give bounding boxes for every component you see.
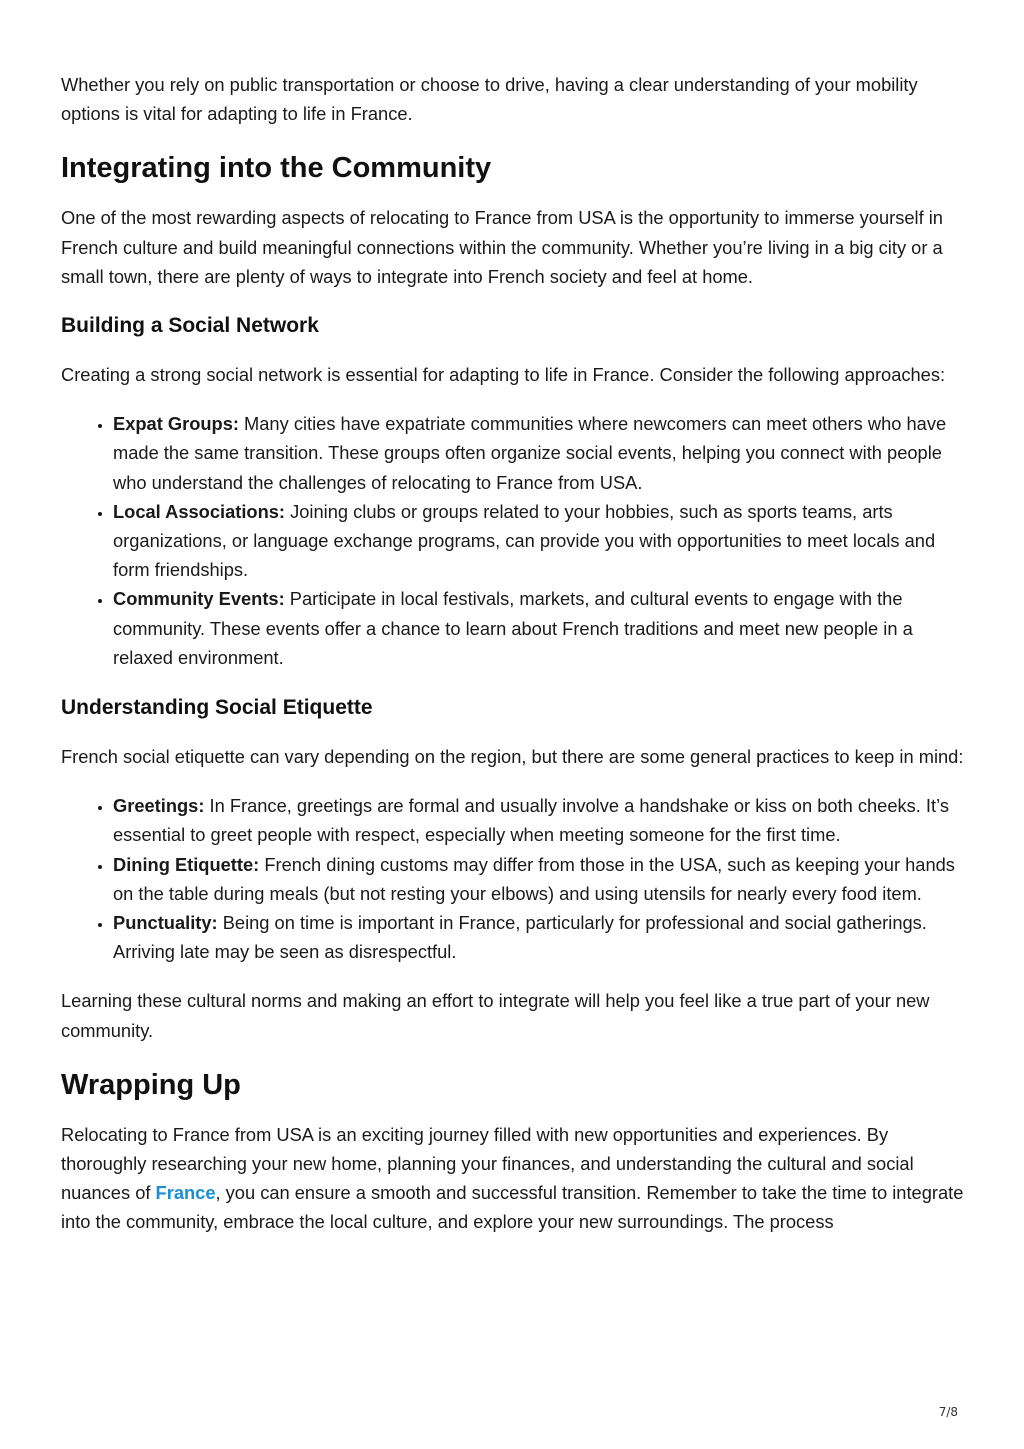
heading-building-social-network: Building a Social Network [61, 314, 319, 338]
list-item-term: Dining Etiquette: [113, 853, 260, 875]
list-item-term: Expat Groups: [113, 413, 239, 435]
list-item [113, 497, 966, 585]
wrap-text-after-link: , you can ensure a smooth and successful transition. Remember to take the time to integrate into the community, embrace the local culture, and explore your new surroundings. The process [61, 1182, 964, 1233]
list-item-text: In France, greetings are formal and usually involve a handshake or kiss on both cheeks. It’s essential to greet people with respect, especially when meeting someone for the first time. [113, 795, 949, 846]
list-item-text: Joining clubs or groups related to your hobbies, such as sports teams, arts organizations, or language exchange programs, can provide you with opportunities to meet locals and form friendships. [113, 500, 936, 581]
etiquette-closing-paragraph: Learning these cultural norms and making an effort to integrate will help you feel like a true part of your new community. [61, 990, 930, 1041]
intro-paragraph: Whether you rely on public transportation or choose to drive, having a clear understanding of your mobility options is vital for adapting to life in France. [61, 74, 918, 125]
community-paragraph: One of the most rewarding aspects of relocating to France from USA is the opportunity to immerse yourself in French culture and build meaningful connections within the community. Whether you’re living in a big city or a small town, there are plenty of ways to integrate into French society and feel at home. [61, 207, 943, 287]
list-item-term: Punctuality: [113, 912, 218, 934]
heading-social-etiquette: Understanding Social Etiquette [61, 696, 373, 720]
heading-wrapping-up: Wrapping Up [61, 1068, 241, 1101]
list-item [113, 584, 966, 672]
wrap-text-before-link: Relocating to France from USA is an exciting journey filled with new opportunities and experiences. By thoroughly researching your new home, planning your finances, and understanding the cultural and social nuances of [61, 1123, 914, 1204]
list-item-text: Being on time is important in France, particularly for professional and social gatherings. Arriving late may be seen as disrespectful. [113, 912, 927, 963]
list-item [113, 908, 966, 966]
page-number: 7/8 [938, 1405, 958, 1419]
social-network-list [61, 409, 966, 672]
list-item-text: French dining customs may differ from those in the USA, such as keeping your hands on the table during meals (but not resting your elbows) and using utensils for nearly every food item. [113, 853, 955, 904]
list-item-text: Many cities have expatriate communities where newcomers can meet others who have made the same transition. These groups often organize social events, helping you connect with people who understand the challenges of relocating to France from USA. [113, 413, 947, 493]
list-item [113, 409, 966, 497]
etiquette-list [61, 791, 966, 966]
etiquette-paragraph: French social etiquette can vary depending on the region, but there are some general practices to keep in mind: [61, 746, 964, 768]
list-item-text: Participate in local festivals, markets, and cultural events to engage with the community. These events offer a chance to learn about French traditions and meet new people in a relaxed environment. [113, 588, 913, 668]
social-network-paragraph: Creating a strong social network is essential for adapting to life in France. Consider the following approaches: [61, 364, 946, 386]
heading-integrating-community: Integrating into the Community [61, 152, 492, 185]
list-item-term: Community Events: [113, 588, 285, 610]
list-item [113, 791, 966, 849]
france-link[interactable]: France [155, 1182, 216, 1204]
list-item [113, 850, 966, 908]
list-item-term: Local Associations: [113, 500, 286, 522]
list-item-term: Greetings: [113, 795, 205, 817]
document-page [61, 70, 966, 1237]
wrap-paragraph [61, 1120, 966, 1237]
